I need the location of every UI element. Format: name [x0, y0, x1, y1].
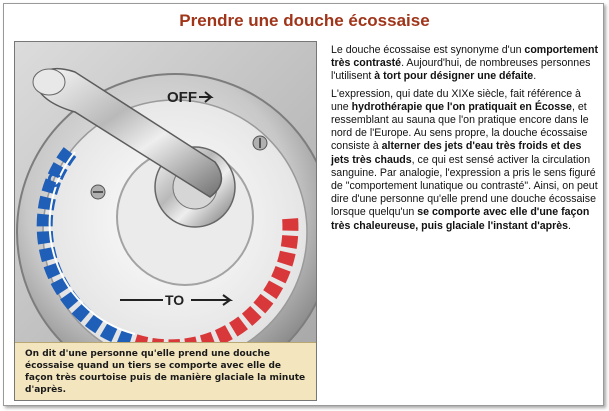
shower-handle-icon — [15, 42, 316, 342]
emphasis: comportement très contrasté — [331, 44, 598, 70]
paragraph-1: Le douche écossaise est synonyme d'un comportement très contrasté. Aujourd'hui, de nombreuses personnes l'utilisent à tort pour désigner une défaite. — [331, 44, 598, 83]
dial-cold-label: C — [47, 170, 62, 192]
paragraph-2: L'expression, qui date du XIXe siècle, fait référence à une hydrothérapie que l'on pratiquait en Écosse, et ressemblant au sauna que l'on pratique encore dans le nord de l'Europe. Au sens propre, la douche écossaise consiste à alterner des jets d'eau très froids et des jets très chauds, ce qui est sensé activer la circulation sanguine. Par analogie, l'expression a pris le sens figuré de "comportement lunatique ou contrasté". Ainsi, on peut dire d'une personne qu'elle prend une douche écossaise lorsque quelqu'un se comporte avec elle d'une façon très chaleureuse, puis glaciale l'instant d'après. — [331, 87, 598, 232]
article-body — [331, 44, 599, 237]
emphasis: à tort pour désigner une défaite — [374, 70, 534, 83]
dial-off-label: OFF — [167, 89, 197, 106]
dial-to-label: TO — [165, 292, 185, 308]
page-title: Prendre une douche écossaise — [179, 11, 430, 30]
emphasis: hydrothérapie que l'on pratiquait en Écosse — [351, 100, 572, 113]
shower-dial-photo — [14, 41, 317, 401]
photo-caption: On dit d'une personne qu'elle prend une douche écossaise quand un tiers se comporte avec elle de façon très courtoise puis de manière glaciale la minute d'après. — [15, 342, 316, 400]
article-card — [3, 3, 604, 406]
emphasis: se comporte avec elle d'une façon très chaleureuse, puis glaciale l'instant d'après — [331, 206, 590, 232]
emphasis: alterner des jets d'eau très froids et des jets très chauds — [331, 140, 582, 166]
